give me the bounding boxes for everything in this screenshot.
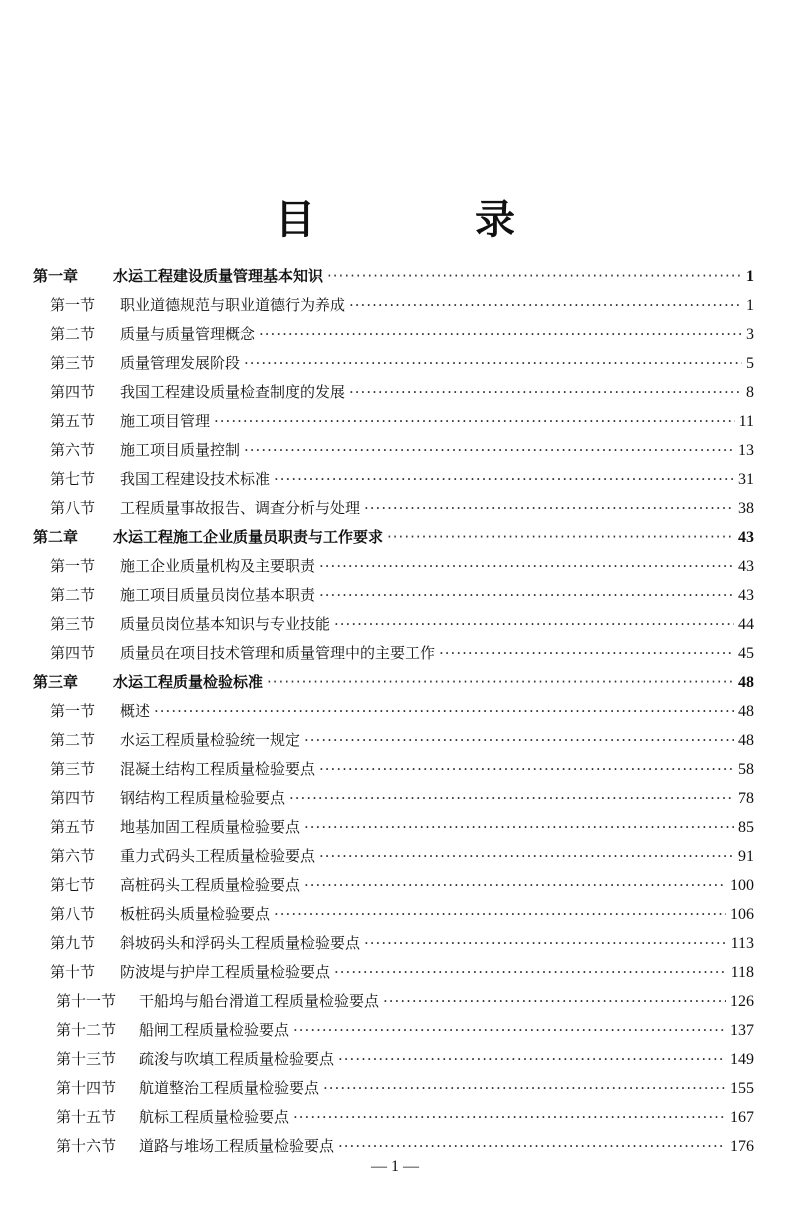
section-number: 第四节 bbox=[50, 789, 96, 807]
dot-leader bbox=[364, 932, 727, 954]
chapter-number: 第一章 bbox=[33, 267, 79, 285]
section-number: 第十三节 bbox=[56, 1050, 117, 1068]
section-number: 第三节 bbox=[50, 760, 96, 778]
toc-section-entry[interactable] bbox=[56, 1019, 754, 1041]
section-number: 第十四节 bbox=[56, 1079, 117, 1097]
section-title: 施工项目管理 bbox=[120, 412, 211, 430]
toc-section-entry[interactable] bbox=[50, 787, 754, 809]
page-reference: 58 bbox=[738, 761, 754, 778]
page-reference: 43 bbox=[738, 529, 754, 546]
section-number: 第十六节 bbox=[56, 1137, 117, 1155]
dot-leader bbox=[319, 758, 734, 780]
page-reference: 155 bbox=[730, 1080, 754, 1097]
section-number: 第九节 bbox=[50, 934, 96, 952]
section-number: 第十节 bbox=[50, 963, 96, 981]
toc-section-entry[interactable] bbox=[56, 1048, 754, 1070]
page-number-footer: — 1 — bbox=[371, 1158, 419, 1175]
section-title: 水运工程质量检验统一规定 bbox=[120, 731, 301, 749]
section-number: 第四节 bbox=[50, 383, 96, 401]
toc-section-entry[interactable] bbox=[50, 555, 754, 577]
toc-chapter-entry[interactable] bbox=[33, 526, 754, 548]
toc-section-entry[interactable] bbox=[50, 468, 754, 490]
page-reference: 5 bbox=[746, 355, 754, 372]
toc-section-entry[interactable] bbox=[50, 294, 754, 316]
dot-leader bbox=[334, 961, 727, 983]
dot-leader bbox=[327, 265, 742, 287]
dot-leader bbox=[383, 990, 726, 1012]
section-title: 质量员岗位基本知识与专业技能 bbox=[120, 615, 331, 633]
page-reference: 48 bbox=[738, 674, 754, 691]
section-title: 质量员在项目技术管理和质量管理中的主要工作 bbox=[120, 644, 436, 662]
dot-leader bbox=[293, 1019, 726, 1041]
page-reference: 167 bbox=[730, 1109, 754, 1126]
page-reference: 149 bbox=[730, 1051, 754, 1068]
toc-section-entry[interactable] bbox=[50, 816, 754, 838]
dot-leader bbox=[334, 613, 734, 635]
section-title: 斜坡码头和浮码头工程质量检验要点 bbox=[120, 934, 361, 952]
section-number: 第二节 bbox=[50, 586, 96, 604]
section-number: 第七节 bbox=[50, 470, 96, 488]
section-title: 质量与质量管理概念 bbox=[120, 325, 256, 343]
page-reference: 126 bbox=[730, 993, 754, 1010]
page-reference: 1 bbox=[746, 268, 754, 285]
chapter-title: 水运工程建设质量管理基本知识 bbox=[113, 267, 324, 285]
page-reference: 85 bbox=[738, 819, 754, 836]
toc-section-entry[interactable] bbox=[50, 584, 754, 606]
toc-section-entry[interactable] bbox=[50, 439, 754, 461]
toc-section-entry[interactable] bbox=[50, 700, 754, 722]
section-title: 船闸工程质量检验要点 bbox=[139, 1021, 290, 1039]
toc-section-entry[interactable] bbox=[50, 903, 754, 925]
dot-leader bbox=[364, 497, 734, 519]
section-title: 施工企业质量机构及主要职责 bbox=[120, 557, 316, 575]
chapter-title: 水运工程施工企业质量员职责与工作要求 bbox=[113, 528, 384, 546]
dot-leader bbox=[267, 671, 734, 693]
page-reference: 176 bbox=[730, 1138, 754, 1155]
section-number: 第三节 bbox=[50, 615, 96, 633]
page-reference: 43 bbox=[738, 558, 754, 575]
toc-section-entry[interactable] bbox=[56, 1135, 754, 1157]
section-number: 第十五节 bbox=[56, 1108, 117, 1126]
page-reference: 1 bbox=[746, 297, 754, 314]
section-number: 第七节 bbox=[50, 876, 96, 894]
dot-leader bbox=[304, 874, 726, 896]
section-number: 第八节 bbox=[50, 499, 96, 517]
toc-section-entry[interactable] bbox=[50, 642, 754, 664]
dot-leader bbox=[154, 700, 734, 722]
section-number: 第六节 bbox=[50, 441, 96, 459]
toc-section-entry[interactable] bbox=[50, 845, 754, 867]
section-number: 第六节 bbox=[50, 847, 96, 865]
toc-chapter-entry[interactable] bbox=[33, 671, 754, 693]
section-title: 疏浚与吹填工程质量检验要点 bbox=[139, 1050, 335, 1068]
dot-leader bbox=[304, 816, 734, 838]
dot-leader bbox=[319, 584, 734, 606]
section-title: 概述 bbox=[120, 702, 151, 720]
section-title: 重力式码头工程质量检验要点 bbox=[120, 847, 316, 865]
dot-leader bbox=[274, 903, 726, 925]
dot-leader bbox=[349, 381, 742, 403]
page-reference: 3 bbox=[746, 326, 754, 343]
chapter-number: 第二章 bbox=[33, 528, 79, 546]
toc-section-entry[interactable] bbox=[50, 758, 754, 780]
toc-section-entry[interactable] bbox=[50, 410, 754, 432]
section-number: 第二节 bbox=[50, 731, 96, 749]
dot-leader bbox=[323, 1077, 726, 1099]
section-number: 第十二节 bbox=[56, 1021, 117, 1039]
section-number: 第一节 bbox=[50, 557, 96, 575]
dot-leader bbox=[319, 555, 734, 577]
section-number: 第二节 bbox=[50, 325, 96, 343]
dot-leader bbox=[274, 468, 734, 490]
section-number: 第五节 bbox=[50, 412, 96, 430]
dot-leader bbox=[244, 352, 742, 374]
page-reference: 91 bbox=[738, 848, 754, 865]
page-reference: 113 bbox=[730, 935, 754, 952]
section-number: 第一节 bbox=[50, 296, 96, 314]
section-title: 防波堤与护岸工程质量检验要点 bbox=[120, 963, 331, 981]
section-title: 工程质量事故报告、调查分析与处理 bbox=[120, 499, 361, 517]
section-number: 第十一节 bbox=[56, 992, 117, 1010]
page-title: 目 录 bbox=[275, 197, 575, 243]
section-number: 第一节 bbox=[50, 702, 96, 720]
toc-section-entry[interactable] bbox=[50, 381, 754, 403]
chapter-title: 水运工程质量检验标准 bbox=[113, 673, 264, 691]
toc-section-entry[interactable] bbox=[56, 990, 754, 1012]
page-reference: 44 bbox=[738, 616, 754, 633]
page-reference: 43 bbox=[738, 587, 754, 604]
toc-section-entry[interactable] bbox=[50, 352, 754, 374]
dot-leader bbox=[244, 439, 734, 461]
section-title: 我国工程建设技术标准 bbox=[120, 470, 271, 488]
toc-section-entry[interactable] bbox=[50, 497, 754, 519]
dot-leader bbox=[349, 294, 742, 316]
page-reference: 137 bbox=[730, 1022, 754, 1039]
dot-leader bbox=[259, 323, 742, 345]
section-title: 质量管理发展阶段 bbox=[120, 354, 241, 372]
section-title: 施工项目质量控制 bbox=[120, 441, 241, 459]
toc-section-entry[interactable] bbox=[50, 729, 754, 751]
section-title: 道路与堆场工程质量检验要点 bbox=[139, 1137, 335, 1155]
toc-section-entry[interactable] bbox=[50, 932, 754, 954]
toc-section-entry[interactable] bbox=[56, 1106, 754, 1128]
section-title: 职业道德规范与职业道德行为养成 bbox=[120, 296, 346, 314]
page-reference: 106 bbox=[730, 906, 754, 923]
section-title: 航标工程质量检验要点 bbox=[139, 1108, 290, 1126]
section-title: 施工项目质量员岗位基本职责 bbox=[120, 586, 316, 604]
section-title: 板桩码头质量检验要点 bbox=[120, 905, 271, 923]
dot-leader bbox=[387, 526, 734, 548]
toc-section-entry[interactable] bbox=[50, 613, 754, 635]
dot-leader bbox=[214, 410, 735, 432]
section-number: 第三节 bbox=[50, 354, 96, 372]
toc-section-entry[interactable] bbox=[56, 1077, 754, 1099]
dot-leader bbox=[338, 1135, 726, 1157]
dot-leader bbox=[304, 729, 734, 751]
dot-leader bbox=[338, 1048, 726, 1070]
page-reference: 45 bbox=[738, 645, 754, 662]
section-title: 钢结构工程质量检验要点 bbox=[120, 789, 286, 807]
dot-leader bbox=[319, 845, 734, 867]
page-reference: 8 bbox=[746, 384, 754, 401]
page-reference: 118 bbox=[730, 964, 754, 981]
toc-chapter-entry[interactable] bbox=[33, 265, 754, 287]
page-reference: 48 bbox=[738, 703, 754, 720]
page-reference: 48 bbox=[738, 732, 754, 749]
section-title: 我国工程建设质量检查制度的发展 bbox=[120, 383, 346, 401]
section-title: 干船坞与船台滑道工程质量检验要点 bbox=[139, 992, 380, 1010]
page-reference: 78 bbox=[738, 790, 754, 807]
dot-leader bbox=[289, 787, 734, 809]
section-title: 地基加固工程质量检验要点 bbox=[120, 818, 301, 836]
page-reference: 100 bbox=[730, 877, 754, 894]
section-number: 第四节 bbox=[50, 644, 96, 662]
dot-leader bbox=[439, 642, 734, 664]
section-title: 高桩码头工程质量检验要点 bbox=[120, 876, 301, 894]
dot-leader bbox=[293, 1106, 726, 1128]
page-reference: 38 bbox=[738, 500, 754, 517]
toc-section-entry[interactable] bbox=[50, 874, 754, 896]
section-title: 航道整治工程质量检验要点 bbox=[139, 1079, 320, 1097]
page-reference: 11 bbox=[738, 413, 754, 430]
page-reference: 31 bbox=[738, 471, 754, 488]
toc-section-entry[interactable] bbox=[50, 323, 754, 345]
page-reference: 13 bbox=[738, 442, 754, 459]
toc-section-entry[interactable] bbox=[50, 961, 754, 983]
section-title: 混凝土结构工程质量检验要点 bbox=[120, 760, 316, 778]
chapter-number: 第三章 bbox=[33, 673, 79, 691]
section-number: 第五节 bbox=[50, 818, 96, 836]
section-number: 第八节 bbox=[50, 905, 96, 923]
